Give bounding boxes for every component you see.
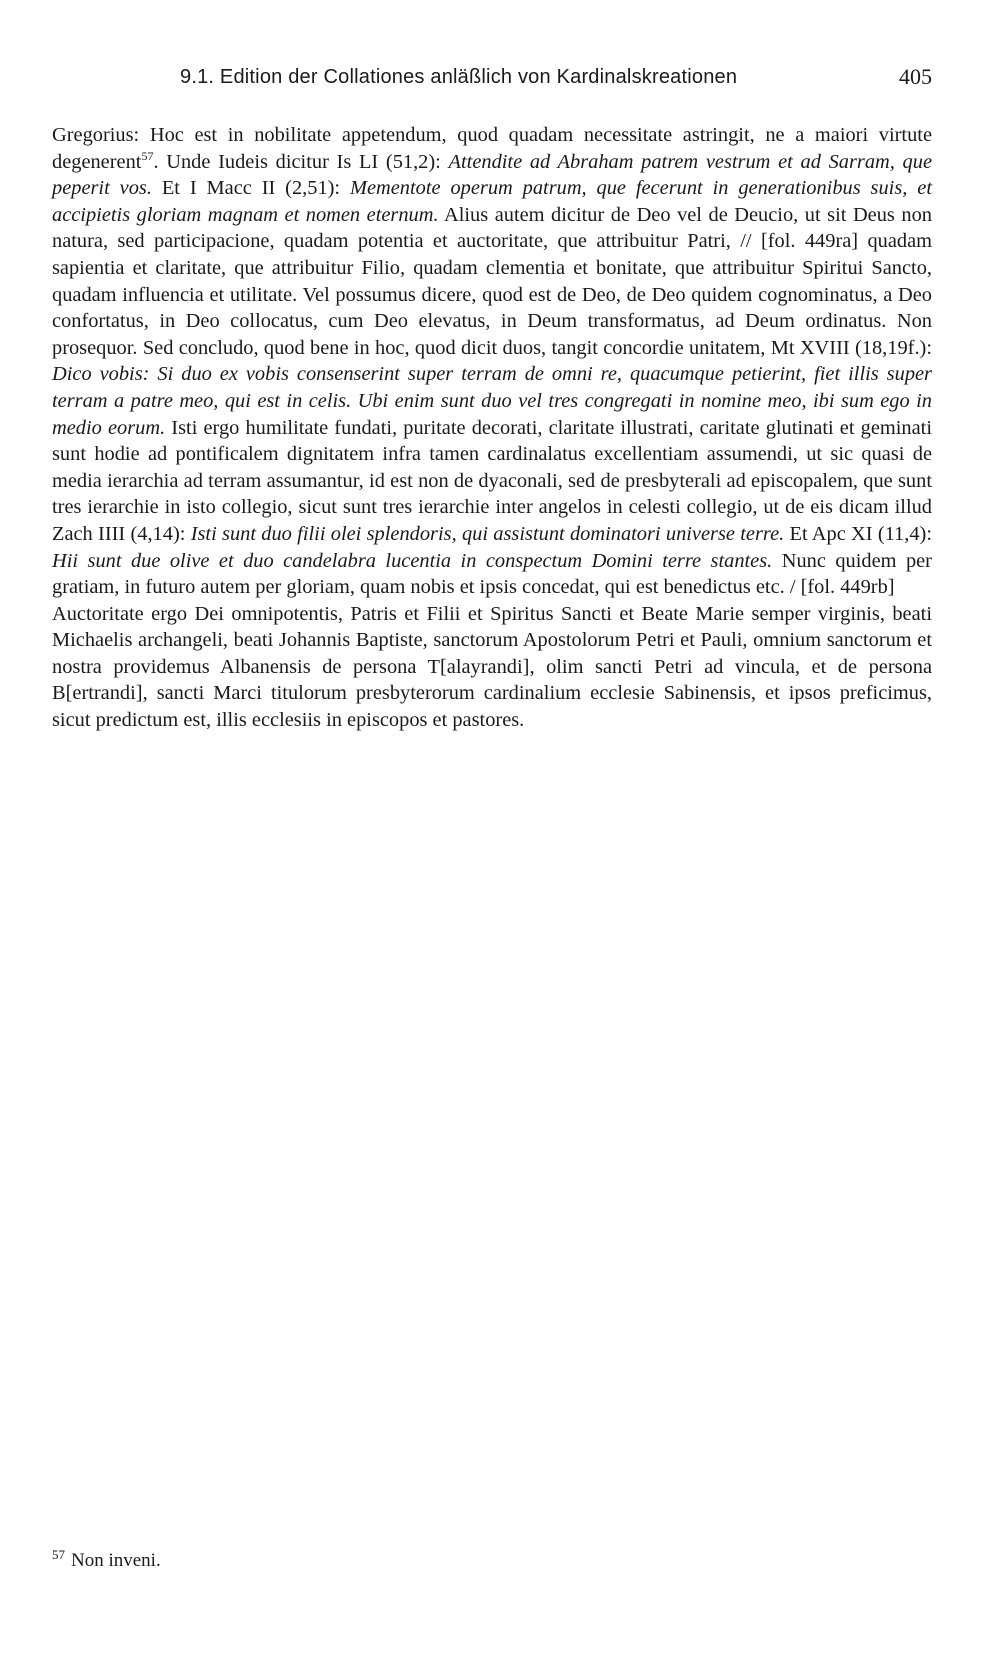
text-segment: Alius autem dicitur de Deo vel de Deucio, ut sit Deus non natura, sed participacione, quadam potentia et auctoritate, que attribuitur Patri, // [fol. 449ra] quadam sapientia et claritate, que attribuitur Filio, quadam clementia et bonitate, que attribuitur Spiritui Sancto, quadam influencia et utilitate. Vel possumus dicere, quod est de Deo, de Deo quidem cognominatus, a Deo confortatus, in Deo collocatus, cum Deo elevatus, in Deum transformatus, ad Deum ordinatus. Non prosequor. Sed concludo, quod bene in hoc, quod dicit duos, tangit concordie unitatem, Mt XVIII (18,19f.): <box>52 203 932 359</box>
footnote-number: 57 <box>52 1546 65 1562</box>
text-segment: Et Apc XI (11,4): <box>784 522 932 545</box>
running-head-title: 9.1. Edition der Collationes anläßlich von Kardinalskreationen <box>180 66 738 88</box>
quotation: Attendite ad Abraham patrem vestrum et ad Sarram, que peperit vos. <box>52 150 932 200</box>
document-page <box>52 0 932 1668</box>
text-segment: Et I Macc II (2,51): <box>151 177 350 200</box>
text-segment: Nunc quidem per gratiam, in futuro autem per gloriam, quam nobis et ipsis concedat, qui est benedictus etc. / [fol. 449rb] <box>52 549 932 599</box>
quotation: Hii sunt due olive et duo candelabra lucentia in conspectum Domini terre stantes. <box>52 549 773 572</box>
body-text <box>52 122 932 734</box>
footnote-reference: 57 <box>141 148 154 163</box>
running-head <box>52 62 932 98</box>
footnote <box>52 1546 932 1572</box>
paragraph-1 <box>52 122 932 601</box>
footnote-text: Non inveni. <box>71 1550 161 1571</box>
text-segment: . Unde Iudeis dicitur Is LI (51,2): <box>153 150 449 173</box>
paragraph-2: Auctoritate ergo Dei omnipotentis, Patris et Filii et Spiritus Sancti et Beate Marie semper virginis, beati Michaelis archangeli, beati Johannis Baptiste, sanctorum Apostolorum Petri et Pauli, omnium sanctorum et nostra providemus Albanensis de persona T[alayrandi], olim sancti Petri ad vincula, et de persona B[ertrandi], sancti Marci titulorum presbyterorum cardinalium ecclesie Sabinensis, et ipsos preficimus, sicut predictum est, illis ecclesiis in episcopos et pastores. <box>52 602 932 732</box>
quotation: Isti sunt duo filii olei splendoris, qui assistunt dominatori universe terre. <box>190 522 785 545</box>
quotation: Dico vobis: Si duo ex vobis consenserint super terram de omni re, quacumque petierint, fiet illis super terram a patre meo, qui est in celis. Ubi enim sunt duo vel tres congregati in nomine meo, ibi sum ego in medio eorum. <box>52 363 932 439</box>
quotation: Mementote operum patrum, que fecerunt in generationibus suis, et accipietis gloriam magnam et nomen eternum. <box>52 177 932 226</box>
text-segment: Gregorius: Hoc est in nobilitate appetendum, quod quadam necessitate astringit, ne a maiori virtute degenerent <box>52 124 932 173</box>
footnotes <box>52 1546 932 1572</box>
text-segment: Isti ergo humilitate fundati, puritate decorati, claritate illustrati, caritate glutinati et geminati sunt hodie ad pontificalem dignitatem infra tamen cardinalatus excellentiam assumendi, ut sic quasi de media ierarchia ad terram assumantur, id est non de dyaconali, sed de presbyterali ad episcopalem, que sunt tres ierarchie in isto collegio, sicut sunt tres ierarchie inter angelos in celesti collegio, ut de eis dicam illud Zach IIII (4,14): <box>52 416 932 545</box>
page-number: 405 <box>899 64 932 89</box>
